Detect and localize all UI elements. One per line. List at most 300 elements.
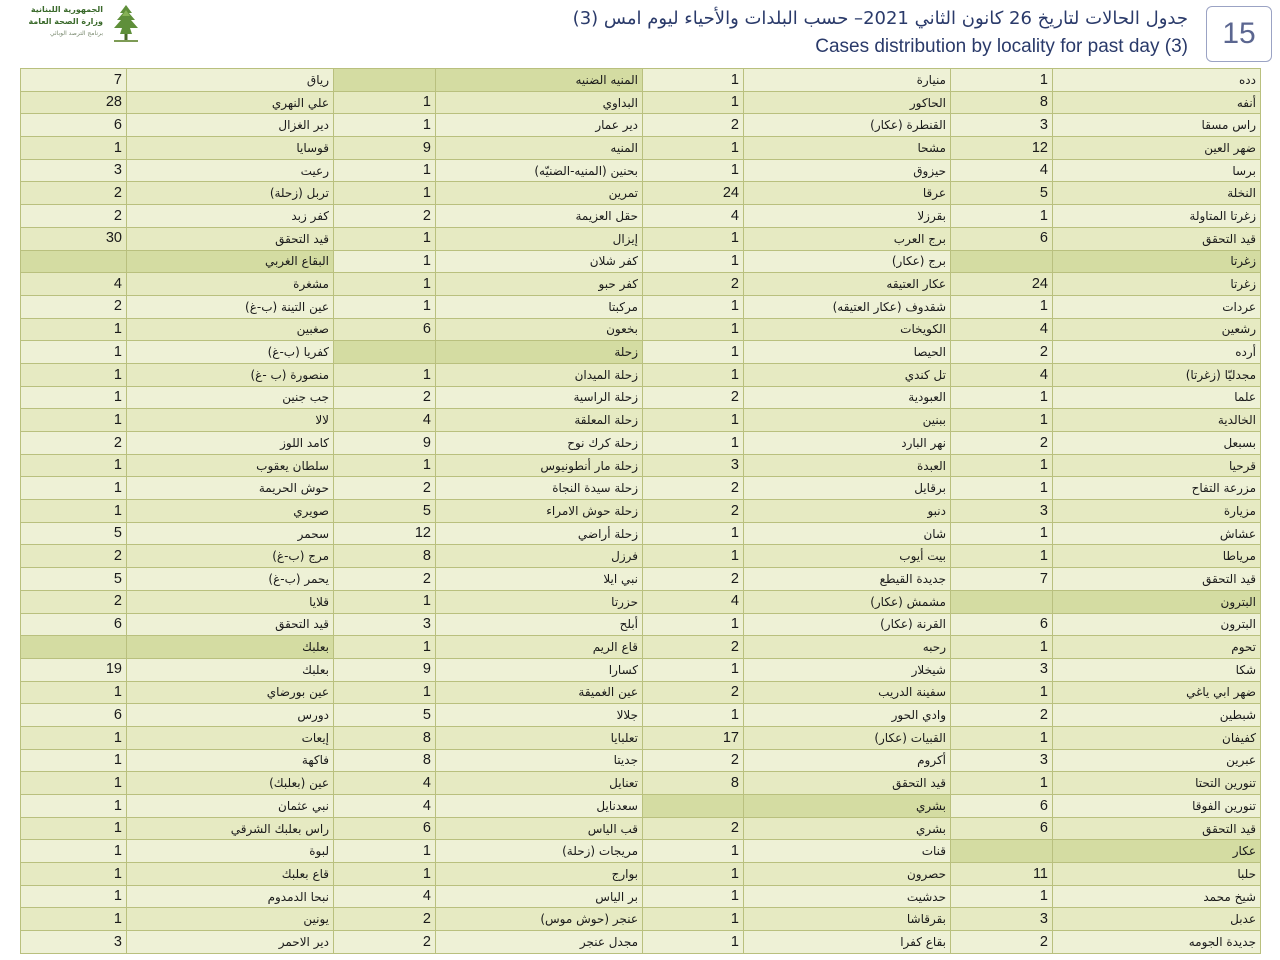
case-count-cell (21, 636, 127, 659)
table-row (21, 908, 1261, 931)
case-count-cell (951, 250, 1053, 273)
locality-name-cell: البترون (1053, 613, 1261, 636)
case-count-cell: 1 (21, 363, 127, 386)
case-count-cell: 3 (951, 500, 1053, 523)
case-count-cell: 1 (21, 409, 127, 432)
locality-name-cell: شيخ محمد (1053, 885, 1261, 908)
locality-name-cell: عكار العتيقه (744, 273, 951, 296)
case-count-cell: 1 (643, 295, 744, 318)
locality-name-cell: كفريا (ب-غ) (127, 341, 334, 364)
case-count-cell: 3 (951, 658, 1053, 681)
locality-name-cell: البداوي (436, 91, 643, 114)
page-title-arabic: جدول الحالات لتاريخ 26 كانون الثاني 2021– حسب البلدات والأحياء ليوم امس (3) (572, 8, 1188, 29)
locality-name-cell: مزرعة التفاح (1053, 477, 1261, 500)
case-count-cell: 2 (951, 432, 1053, 455)
locality-name-cell: قنات (744, 840, 951, 863)
table-row (21, 295, 1261, 318)
locality-name-cell: تمرين (436, 182, 643, 205)
case-count-cell: 1 (643, 91, 744, 114)
locality-name-cell: بيت أيوب (744, 545, 951, 568)
table-row (21, 454, 1261, 477)
case-count-cell: 6 (21, 613, 127, 636)
locality-name-cell: زحلة مار أنطونيوس (436, 454, 643, 477)
case-count-cell: 1 (334, 454, 436, 477)
table-row (21, 772, 1261, 795)
locality-name-cell: مزيارة (1053, 500, 1261, 523)
locality-name-cell: بشري (744, 795, 951, 818)
case-count-cell: 2 (643, 681, 744, 704)
locality-name-cell: قاع بعلبك (127, 863, 334, 886)
locality-name-cell: الخالدية (1053, 409, 1261, 432)
locality-name-cell: عين التينة (ب-غ) (127, 295, 334, 318)
locality-name-cell: قيد التحقق (127, 613, 334, 636)
locality-name-cell: تنورين الفوقا (1053, 795, 1261, 818)
table-row (21, 432, 1261, 455)
locality-name-cell: تعلبايا (436, 726, 643, 749)
locality-name-cell: سعدنايل (436, 795, 643, 818)
locality-name-cell: صغبين (127, 318, 334, 341)
table-row (21, 477, 1261, 500)
locality-name-cell: منصورة (ب -غ) (127, 363, 334, 386)
case-count-cell: 1 (21, 454, 127, 477)
case-count-cell: 2 (334, 386, 436, 409)
case-count-cell: 3 (21, 159, 127, 182)
case-count-cell: 2 (643, 114, 744, 137)
table-row (21, 341, 1261, 364)
locality-name-cell: القبيات (عكار) (744, 726, 951, 749)
case-count-cell: 2 (21, 295, 127, 318)
locality-name-cell: عنجر (حوش موس) (436, 908, 643, 931)
case-count-cell: 1 (21, 477, 127, 500)
locality-name-cell: نبي عثمان (127, 795, 334, 818)
locality-name-cell: برسا (1053, 159, 1261, 182)
locality-name-cell: جب جنين (127, 386, 334, 409)
logo-text-ministry: وزارة الصحة العامة (28, 17, 103, 26)
locality-name-cell: أرده (1053, 341, 1261, 364)
case-count-cell: 2 (951, 931, 1053, 954)
locality-name-cell: كامد اللوز (127, 432, 334, 455)
case-count-cell: 4 (643, 590, 744, 613)
locality-name-cell: البترون (1053, 590, 1261, 613)
case-count-cell: 4 (21, 273, 127, 296)
table-row (21, 931, 1261, 954)
case-count-cell: 3 (951, 114, 1053, 137)
case-count-cell: 1 (951, 386, 1053, 409)
case-count-cell: 1 (643, 931, 744, 954)
case-count-cell: 1 (643, 159, 744, 182)
locality-name-cell: مريجات (زحلة) (436, 840, 643, 863)
case-count-cell: 2 (334, 477, 436, 500)
logo-text-program: برنامج الترصد الوبائي (49, 30, 103, 37)
locality-name-cell: حدشيت (744, 885, 951, 908)
case-count-cell: 1 (21, 840, 127, 863)
case-count-cell: 1 (643, 704, 744, 727)
case-count-cell: 1 (643, 840, 744, 863)
locality-name-cell: مشغرة (127, 273, 334, 296)
case-count-cell: 1 (334, 227, 436, 250)
locality-name-cell: حيزوق (744, 159, 951, 182)
case-count-cell: 8 (334, 545, 436, 568)
case-count-cell: 4 (951, 318, 1053, 341)
locality-name-cell: شبطين (1053, 704, 1261, 727)
case-count-cell: 1 (643, 613, 744, 636)
table-row (21, 91, 1261, 114)
case-count-cell (334, 69, 436, 92)
case-count-cell: 24 (951, 273, 1053, 296)
table-row (21, 636, 1261, 659)
case-count-cell: 1 (951, 477, 1053, 500)
locality-name-cell: عدبل (1053, 908, 1261, 931)
locality-name-cell: برقايل (744, 477, 951, 500)
case-count-cell: 1 (334, 91, 436, 114)
locality-name-cell: سفينة الدريب (744, 681, 951, 704)
locality-name-cell: حصرون (744, 863, 951, 886)
case-count-cell: 9 (334, 658, 436, 681)
case-count-cell: 1 (643, 908, 744, 931)
case-count-cell (951, 840, 1053, 863)
table-row (21, 522, 1261, 545)
case-count-cell: 2 (643, 636, 744, 659)
locality-name-cell: جديدة الجومه (1053, 931, 1261, 954)
table-row (21, 386, 1261, 409)
locality-name-cell: كفر شلان (436, 250, 643, 273)
case-count-cell: 1 (951, 295, 1053, 318)
case-count-cell: 3 (334, 613, 436, 636)
locality-name-cell: دير عمار (436, 114, 643, 137)
locality-name-cell: لالا (127, 409, 334, 432)
case-count-cell (21, 250, 127, 273)
case-count-cell: 19 (21, 658, 127, 681)
locality-name-cell: تل كندي (744, 363, 951, 386)
case-count-cell: 1 (334, 295, 436, 318)
case-count-cell: 1 (643, 137, 744, 160)
locality-name-cell: دنبو (744, 500, 951, 523)
locality-name-cell: المنيه الضنيه (436, 69, 643, 92)
case-count-cell: 1 (643, 522, 744, 545)
locality-name-cell: دورس (127, 704, 334, 727)
table-row (21, 159, 1261, 182)
case-count-cell: 1 (334, 273, 436, 296)
case-count-cell: 6 (334, 318, 436, 341)
locality-name-cell: راس مسقا (1053, 114, 1261, 137)
locality-name-cell: كسارا (436, 658, 643, 681)
case-count-cell: 2 (334, 931, 436, 954)
ministry-logo (10, 4, 145, 46)
locality-name-cell: حزرتا (436, 590, 643, 613)
locality-name-cell: مرج (ب-غ) (127, 545, 334, 568)
case-count-cell: 1 (21, 318, 127, 341)
locality-name-cell: بسبعل (1053, 432, 1261, 455)
locality-name-cell: سحمر (127, 522, 334, 545)
locality-name-cell: بقرزلا (744, 205, 951, 228)
case-count-cell (643, 795, 744, 818)
case-count-cell: 1 (21, 885, 127, 908)
case-count-cell: 1 (643, 318, 744, 341)
locality-name-cell: زحلة سيدة النجاة (436, 477, 643, 500)
locality-name-cell: رعيت (127, 159, 334, 182)
locality-name-cell: راس بعلبك الشرقي (127, 817, 334, 840)
case-count-cell: 4 (334, 795, 436, 818)
case-count-cell: 4 (951, 159, 1053, 182)
table-row (21, 500, 1261, 523)
locality-name-cell: بشري (744, 817, 951, 840)
page-title-english: Cases distribution by locality for past day (3) (815, 36, 1188, 57)
case-count-cell: 1 (951, 522, 1053, 545)
case-count-cell: 3 (951, 749, 1053, 772)
case-count-cell: 1 (951, 885, 1053, 908)
locality-name-cell: زحلة حوش الامراء (436, 500, 643, 523)
locality-name-cell: رحبه (744, 636, 951, 659)
locality-name-cell: بوارج (436, 863, 643, 886)
locality-name-cell: ضهر ابي ياغي (1053, 681, 1261, 704)
case-count-cell: 12 (951, 137, 1053, 160)
table-row (21, 363, 1261, 386)
case-count-cell: 4 (334, 772, 436, 795)
locality-name-cell: ضهر العين (1053, 137, 1261, 160)
case-count-cell: 6 (21, 704, 127, 727)
locality-name-cell: فاكهة (127, 749, 334, 772)
locality-name-cell: لبوة (127, 840, 334, 863)
locality-name-cell: برج (عكار) (744, 250, 951, 273)
locality-name-cell: رياق (127, 69, 334, 92)
case-count-cell: 2 (21, 590, 127, 613)
case-count-cell: 8 (334, 749, 436, 772)
locality-name-cell: شان (744, 522, 951, 545)
locality-name-cell: جلالا (436, 704, 643, 727)
locality-name-cell: مجدل عنجر (436, 931, 643, 954)
case-count-cell: 4 (334, 885, 436, 908)
locality-name-cell: البقاع الغربي (127, 250, 334, 273)
locality-name-cell: أكروم (744, 749, 951, 772)
case-count-cell: 1 (334, 114, 436, 137)
case-count-cell: 1 (951, 545, 1053, 568)
locality-name-cell: عين بورضاي (127, 681, 334, 704)
table-row (21, 205, 1261, 228)
locality-name-cell: العبدة (744, 454, 951, 477)
case-count-cell: 1 (643, 227, 744, 250)
case-count-cell: 2 (643, 500, 744, 523)
locality-name-cell: زغرتا المتاولة (1053, 205, 1261, 228)
case-count-cell: 1 (21, 500, 127, 523)
locality-name-cell: كفر زبد (127, 205, 334, 228)
case-count-cell: 1 (21, 772, 127, 795)
locality-name-cell: زحلة المعلقة (436, 409, 643, 432)
locality-name-cell: إيزال (436, 227, 643, 250)
table-row (21, 613, 1261, 636)
case-count-cell: 1 (643, 409, 744, 432)
case-count-cell: 5 (334, 704, 436, 727)
locality-name-cell: الكويخات (744, 318, 951, 341)
locality-name-cell: زحلة أراضي (436, 522, 643, 545)
locality-name-cell: أبلح (436, 613, 643, 636)
locality-name-cell: نبي ايلا (436, 568, 643, 591)
locality-name-cell: عرقا (744, 182, 951, 205)
locality-name-cell: دير الاحمر (127, 931, 334, 954)
locality-name-cell: مركبتا (436, 295, 643, 318)
table-row (21, 409, 1261, 432)
case-count-cell: 1 (951, 409, 1053, 432)
locality-name-cell: قيد التحقق (127, 227, 334, 250)
case-count-cell: 1 (334, 636, 436, 659)
cedar-icon (108, 4, 144, 44)
locality-name-cell: علي النهري (127, 91, 334, 114)
case-count-cell: 2 (643, 749, 744, 772)
case-count-cell: 2 (21, 205, 127, 228)
locality-name-cell: قلايا (127, 590, 334, 613)
case-count-cell: 5 (951, 182, 1053, 205)
case-count-cell: 6 (951, 227, 1053, 250)
table-row (21, 318, 1261, 341)
case-count-cell: 2 (951, 341, 1053, 364)
case-count-cell: 2 (334, 908, 436, 931)
locality-name-cell: الحاكور (744, 91, 951, 114)
locality-name-cell: يونين (127, 908, 334, 931)
case-count-cell: 30 (21, 227, 127, 250)
case-count-cell: 1 (643, 69, 744, 92)
case-count-cell: 1 (951, 454, 1053, 477)
page-number-badge: 15 (1206, 6, 1272, 62)
locality-name-cell: النخلة (1053, 182, 1261, 205)
locality-name-cell: عردات (1053, 295, 1261, 318)
case-count-cell: 1 (951, 636, 1053, 659)
table-row (21, 182, 1261, 205)
locality-name-cell: بحنين (المنيه-الضنيّه) (436, 159, 643, 182)
locality-name-cell: القنطرة (عكار) (744, 114, 951, 137)
case-count-cell: 2 (334, 568, 436, 591)
case-count-cell: 1 (951, 772, 1053, 795)
case-count-cell: 2 (643, 817, 744, 840)
locality-name-cell: زحلة الراسية (436, 386, 643, 409)
case-count-cell: 3 (21, 931, 127, 954)
case-count-cell: 1 (334, 182, 436, 205)
cases-table (20, 68, 1261, 954)
table-row (21, 863, 1261, 886)
locality-name-cell: إيعات (127, 726, 334, 749)
case-count-cell: 5 (21, 568, 127, 591)
locality-name-cell: بعلبك (127, 636, 334, 659)
case-count-cell: 8 (643, 772, 744, 795)
case-count-cell: 1 (21, 863, 127, 886)
locality-name-cell: وادي الحور (744, 704, 951, 727)
case-count-cell: 1 (643, 363, 744, 386)
locality-name-cell: زغرتا (1053, 250, 1261, 273)
locality-name-cell: الحيصا (744, 341, 951, 364)
case-count-cell: 2 (643, 273, 744, 296)
locality-name-cell: بعلبك (127, 658, 334, 681)
locality-name-cell: قب الياس (436, 817, 643, 840)
locality-name-cell: عكار (1053, 840, 1261, 863)
locality-name-cell: جديدة القيطع (744, 568, 951, 591)
case-count-cell: 1 (334, 250, 436, 273)
table-row (21, 840, 1261, 863)
case-count-cell: 1 (21, 795, 127, 818)
case-count-cell: 1 (334, 159, 436, 182)
case-count-cell: 1 (643, 341, 744, 364)
case-count-cell: 1 (21, 386, 127, 409)
locality-name-cell: أنفه (1053, 91, 1261, 114)
locality-name-cell: تحوم (1053, 636, 1261, 659)
case-count-cell: 2 (643, 386, 744, 409)
case-count-cell: 3 (951, 908, 1053, 931)
case-count-cell: 6 (334, 817, 436, 840)
case-count-cell: 9 (334, 432, 436, 455)
case-count-cell: 1 (643, 863, 744, 886)
locality-name-cell: تعنايل (436, 772, 643, 795)
locality-name-cell: نهر البارد (744, 432, 951, 455)
locality-name-cell: مشحا (744, 137, 951, 160)
case-count-cell: 7 (951, 568, 1053, 591)
locality-name-cell: العبودية (744, 386, 951, 409)
case-count-cell: 6 (21, 114, 127, 137)
locality-name-cell: مرياطا (1053, 545, 1261, 568)
case-count-cell: 4 (643, 205, 744, 228)
locality-name-cell: زحلة كرك نوح (436, 432, 643, 455)
table-row (21, 69, 1261, 92)
table-row (21, 137, 1261, 160)
locality-name-cell: عبرين (1053, 749, 1261, 772)
table-row (21, 227, 1261, 250)
locality-name-cell: زغرتا (1053, 273, 1261, 296)
case-count-cell (951, 590, 1053, 613)
locality-name-cell: سلطان يعقوب (127, 454, 334, 477)
table-row (21, 726, 1261, 749)
case-count-cell: 2 (21, 432, 127, 455)
case-count-cell: 1 (21, 137, 127, 160)
locality-name-cell: قيد التحقق (1053, 227, 1261, 250)
case-count-cell: 1 (21, 817, 127, 840)
table-row (21, 795, 1261, 818)
locality-name-cell: علما (1053, 386, 1261, 409)
table-row (21, 817, 1261, 840)
case-count-cell: 6 (951, 795, 1053, 818)
case-count-cell: 17 (643, 726, 744, 749)
locality-name-cell: مشمش (عكار) (744, 590, 951, 613)
locality-name-cell: دير الغزال (127, 114, 334, 137)
case-count-cell: 1 (951, 205, 1053, 228)
case-count-cell: 1 (643, 658, 744, 681)
case-count-cell: 1 (21, 749, 127, 772)
case-count-cell: 1 (951, 681, 1053, 704)
table-row (21, 568, 1261, 591)
case-count-cell: 2 (643, 568, 744, 591)
locality-name-cell: بر الياس (436, 885, 643, 908)
case-count-cell: 1 (643, 432, 744, 455)
locality-name-cell: بقرقاشا (744, 908, 951, 931)
case-count-cell: 1 (643, 250, 744, 273)
table-row (21, 704, 1261, 727)
locality-name-cell: دده (1053, 69, 1261, 92)
table-row (21, 885, 1261, 908)
locality-name-cell: شيخلار (744, 658, 951, 681)
case-count-cell: 4 (951, 363, 1053, 386)
locality-name-cell: قوسايا (127, 137, 334, 160)
table-row (21, 250, 1261, 273)
table-row (21, 545, 1261, 568)
case-count-cell: 6 (951, 817, 1053, 840)
locality-name-cell: يحمر (ب-غ) (127, 568, 334, 591)
case-count-cell: 1 (334, 863, 436, 886)
locality-name-cell: شكا (1053, 658, 1261, 681)
locality-name-cell: زحلة الميدان (436, 363, 643, 386)
table-row (21, 749, 1261, 772)
case-count-cell: 7 (21, 69, 127, 92)
locality-name-cell: برج العرب (744, 227, 951, 250)
case-count-cell: 1 (21, 681, 127, 704)
case-count-cell: 1 (21, 908, 127, 931)
locality-name-cell: القرنة (عكار) (744, 613, 951, 636)
case-count-cell: 1 (21, 726, 127, 749)
case-count-cell: 1 (643, 545, 744, 568)
